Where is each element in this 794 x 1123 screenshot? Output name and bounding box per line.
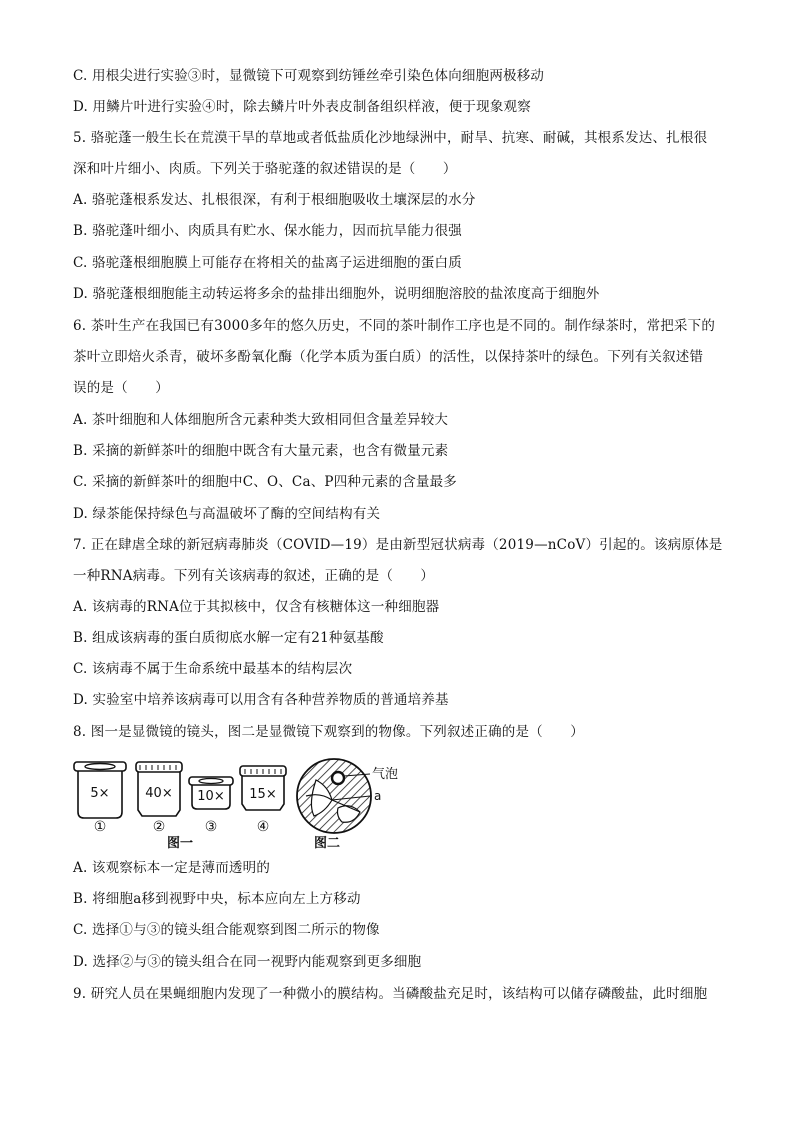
lens-1-eyepiece <box>74 762 126 818</box>
lens-2-objective <box>136 762 182 816</box>
question-5-stem-line-2: 深和叶片细小、肉质。下列关于骆驼蓬的叙述错误的是（ ） <box>73 161 457 177</box>
question-6-option-a: A. 茶叶细胞和人体细胞所含元素种类大致相同但含量差异较大 <box>73 412 449 428</box>
lens-4-objective <box>240 766 286 810</box>
figure-2-caption: 图二 <box>313 836 341 851</box>
question-4-option-d: D. 用鳞片叶进行实验④时，除去鳞片叶外表皮制备组织样液，便于现象观察 <box>73 99 531 115</box>
lens-1-number: ① <box>93 819 107 835</box>
question-4-option-c: C. 用根尖进行实验③时，显微镜下可观察到纺锤丝牵引染色体向细胞两极移动 <box>73 68 545 84</box>
question-5-option-c: C. 骆驼蓬根细胞膜上可能存在将相关的盐离子运进细胞的蛋白质 <box>73 255 462 271</box>
lens-1-magnification: 5× <box>90 786 110 801</box>
lens-2-magnification: 40× <box>145 786 173 801</box>
question-8-option-b: B. 将细胞a移到视野中央，标本应向左上方移动 <box>73 891 361 907</box>
microscope-figure <box>70 756 410 852</box>
lens-3-magnification: 10× <box>197 789 225 804</box>
question-5-option-d: D. 骆驼蓬根细胞能主动转运将多余的盐排出细胞外，说明细胞溶胶的盐浓度高于细胞外 <box>73 286 600 302</box>
cell-a-label: a <box>374 789 382 803</box>
question-8-stem: 8. 图一是显微镜的镜头，图二是显微镜下观察到的物像。下列叙述正确的是（ ） <box>73 724 584 740</box>
question-8-option-d: D. 选择②与③的镜头组合在同一视野内能观察到更多细胞 <box>73 954 422 970</box>
question-5-option-a: A. 骆驼蓬根系发达、扎根很深，有利于根细胞吸收土壤深层的水分 <box>73 192 476 208</box>
question-6-stem-line-3: 误的是（ ） <box>73 380 169 396</box>
lens-2-number: ② <box>152 819 166 835</box>
question-8-option-a: A. 该观察标本一定是薄而透明的 <box>73 860 271 876</box>
question-7-stem-line-1: 7. 正在肆虐全球的新冠病毒肺炎（COVID—19）是由新型冠状病毒（2019—nCoV）引起的。该病原体是 <box>73 537 723 553</box>
question-7-option-c: C. 该病毒不属于生命系统中最基本的结构层次 <box>73 661 353 677</box>
lens-4-magnification: 15× <box>249 787 277 802</box>
figure-1-caption: 图一 <box>166 836 194 851</box>
lens-4-number: ④ <box>256 819 270 835</box>
question-9-stem-line-1: 9. 研究人员在果蝇细胞内发现了一种微小的膜结构。当磷酸盐充足时，该结构可以储存磷酸盐，此时细胞 <box>73 986 708 1002</box>
question-7-stem-line-2: 一种RNA病毒。下列有关该病毒的叙述，正确的是（ ） <box>73 568 435 584</box>
microscope-figure-svg <box>70 756 410 852</box>
question-6-option-d: D. 绿茶能保持绿色与高温破坏了酶的空间结构有关 <box>73 506 381 522</box>
question-6-stem-line-1: 6. 茶叶生产在我国已有3000多年的悠久历史，不同的茶叶制作工序也是不同的。制作绿茶时，常把采下的 <box>73 318 716 334</box>
lens-3-eyepiece <box>189 777 233 809</box>
question-5-stem-line-1: 5. 骆驼蓬一般生长在荒漠干旱的草地或者低盐质化沙地绿洲中，耐旱、抗寒、耐碱，其根系发达、扎根很 <box>73 130 708 146</box>
question-6-stem-line-2: 茶叶立即焙火杀青，破坏多酚氧化酶（化学本质为蛋白质）的活性，以保持茶叶的绿色。下列有关叙述错 <box>73 349 704 365</box>
question-6-option-b: B. 采摘的新鲜茶叶的细胞中既含有大量元素，也含有微量元素 <box>73 443 449 459</box>
air-bubble <box>332 772 344 784</box>
field-of-view <box>297 759 371 833</box>
bubble-label: 气泡 <box>372 767 399 782</box>
question-8-option-c: C. 选择①与③的镜头组合能观察到图二所示的物像 <box>73 922 380 938</box>
question-7-option-b: B. 组成该病毒的蛋白质彻底水解一定有21种氨基酸 <box>73 630 384 646</box>
question-5-option-b: B. 骆驼蓬叶细小、肉质具有贮水、保水能力，因而抗旱能力很强 <box>73 223 463 239</box>
question-7-option-d: D. 实验室中培养该病毒可以用含有各种营养物质的普通培养基 <box>73 692 449 708</box>
question-6-option-c: C. 采摘的新鲜茶叶的细胞中C、O、Ca、P四种元素的含量最多 <box>73 474 457 490</box>
question-7-option-a: A. 该病毒的RNA位于其拟核中，仅含有核糖体这一种细胞器 <box>73 599 440 615</box>
lens-3-number: ③ <box>204 819 218 835</box>
